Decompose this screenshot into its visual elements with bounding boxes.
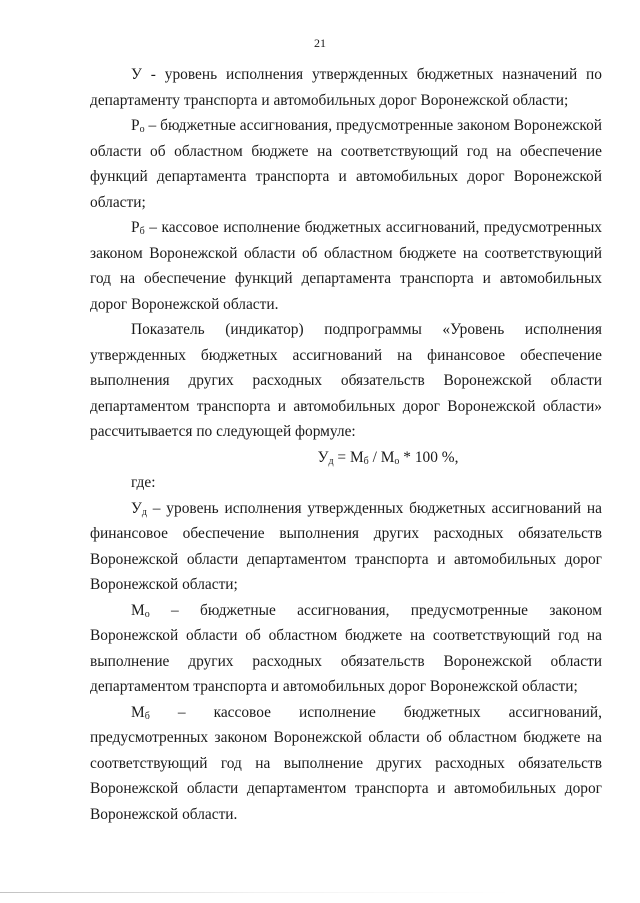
scan-bottom-edge xyxy=(0,892,640,893)
paragraph-rb-definition xyxy=(90,215,602,317)
paragraph-mb-definition xyxy=(90,700,602,828)
formula-u: У xyxy=(317,448,329,466)
paragraph-text: - уровень исполнения утвержденных бюджетных назначений по департаменту транспорта и автомобильных дорог Воронежской области; xyxy=(90,66,602,109)
formula-mb: М xyxy=(349,448,364,466)
formula-divide: / xyxy=(368,448,381,466)
symbol-subscript: б xyxy=(139,226,145,237)
paragraph-text: – кассовое исполнение бюджетных ассигнований, предусмотренных законом Воронежской области об областном бюджете на соответствующий год на обеспечение функций департамента транспорта и автомобильных дорог Воронежской области. xyxy=(90,219,602,313)
paragraph-indicator-description: Показатель (индикатор) подпрограммы «Уровень исполнения утвержденных бюджетных ассигнований на финансовое обеспечение выполнения других расходных обязательств Воронежской области департаментом транспорта и автомобильных дорог Воронежской области» рассчитывается по следующей формуле: xyxy=(90,321,602,440)
where-label: где: xyxy=(131,474,156,491)
symbol-m: М xyxy=(131,703,145,721)
formula-equals: = xyxy=(333,448,350,466)
formula-rest: * 100 %, xyxy=(399,448,459,466)
symbol-subscript: о xyxy=(139,124,145,135)
symbol-r: Р xyxy=(131,117,140,134)
formula xyxy=(90,445,602,471)
paragraph-text: – уровень исполнения утвержденных бюджетных ассигнований на финансовое обеспечение выполнения других расходных обязательств Воронежской области департаментом транспорта и автомобильных дорог Воронежской области; xyxy=(90,499,602,593)
formula-mo: М xyxy=(380,448,395,466)
paragraph-ro-definition xyxy=(90,113,602,215)
paragraph-ud-definition xyxy=(90,496,602,598)
symbol-u: У xyxy=(131,66,142,83)
symbol-r: Р xyxy=(131,219,140,236)
paragraph-u-definition xyxy=(90,62,602,113)
document-body xyxy=(90,62,602,827)
symbol-subscript: о xyxy=(144,608,150,620)
symbol-u: У xyxy=(131,499,142,517)
paragraph-text: – бюджетные ассигнования, предусмотренные законом Воронежской области об областном бюджете на соответствующий год на обеспечение функций департамента транспорта и автомобильных дорог Воронежской области; xyxy=(90,117,602,211)
symbol-subscript: д xyxy=(141,506,147,518)
paragraph-text: – бюджетные ассигнования, предусмотренные законом Воронежской области об областном бюджете на соответствующий год на выполнение других расходных обязательств Воронежской области департаментом транспорта и автомобильных дорог Воронежской области; xyxy=(90,601,602,695)
formula-mo-subscript: о xyxy=(394,455,400,467)
formula-u-subscript: д xyxy=(328,455,334,467)
symbol-subscript: б xyxy=(144,710,150,722)
page-number: 21 xyxy=(314,36,326,50)
paragraph-text: – кассовое исполнение бюджетных ассигнований, предусмотренных законом Воронежской области об областном бюджете на соответствующий год на выполнение других расходных обязательств Воронежской области департаментом транспорта и автомобильных дорог Воронежской области. xyxy=(90,703,602,823)
formula-mb-subscript: б xyxy=(363,455,369,467)
symbol-m: М xyxy=(131,601,145,619)
paragraph-mo-definition xyxy=(90,598,602,700)
